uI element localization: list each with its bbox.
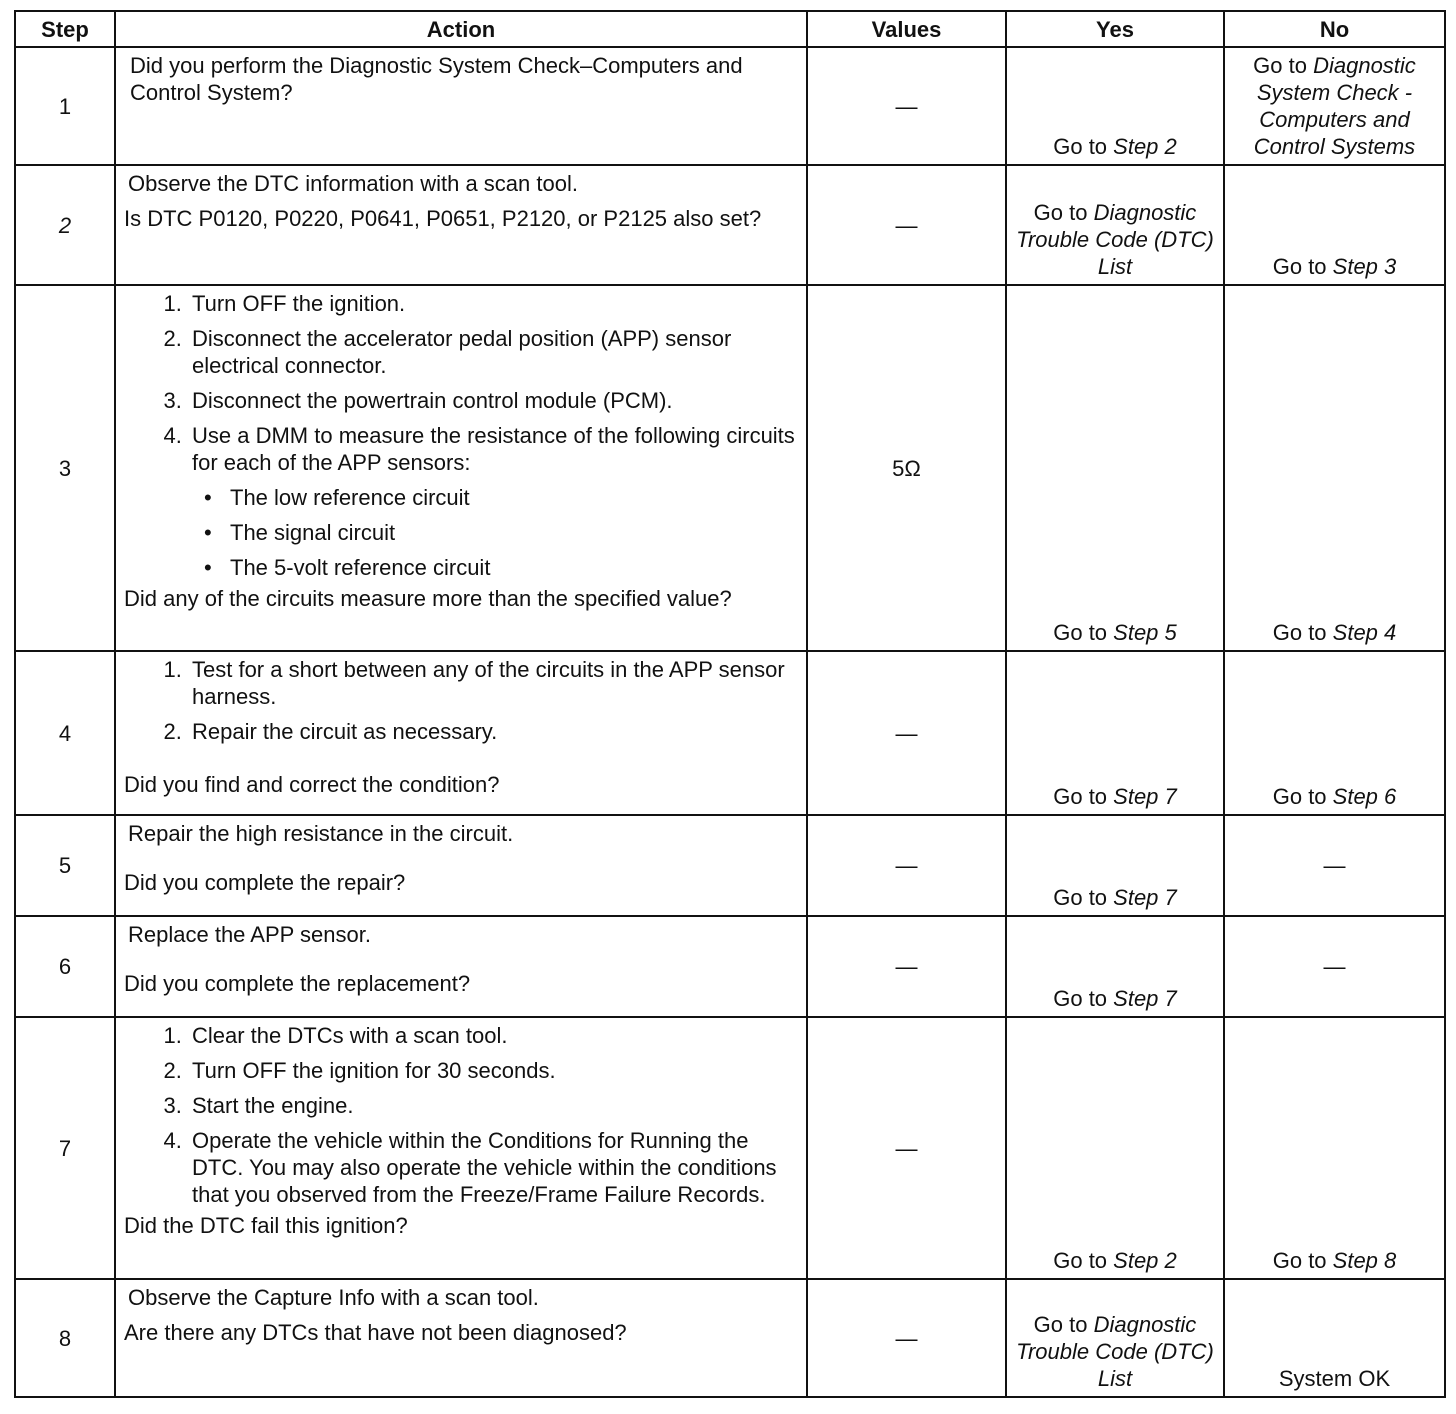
- step-number: 4: [15, 651, 115, 815]
- values-cell: —: [807, 651, 1006, 815]
- header-step: Step: [15, 11, 115, 47]
- yes-step-link[interactable]: Step 2: [1113, 134, 1177, 159]
- action-steps-list: [124, 656, 796, 745]
- action-question: Is DTC P0120, P0220, P0641, P0651, P2120, or P2125 also set?: [124, 206, 762, 231]
- yes-cell: [1006, 815, 1224, 916]
- yes-step-link[interactable]: Step 7: [1113, 986, 1177, 1011]
- list-item: 3. Start the engine.: [188, 1092, 796, 1119]
- action-instruction: Observe the DTC information with a scan tool.: [128, 171, 578, 196]
- table-row-step-7: [15, 1017, 1445, 1279]
- action-question: Did you complete the repair?: [124, 870, 406, 895]
- action-question: Did the DTC fail this ignition?: [124, 1213, 408, 1238]
- no-step-link[interactable]: Step 8: [1332, 1248, 1397, 1273]
- bullet-item: • The low reference circuit: [226, 484, 796, 511]
- action-cell: [115, 916, 807, 1017]
- no-cell: —: [1224, 815, 1445, 916]
- yes-step-link[interactable]: Step 2: [1113, 1248, 1177, 1273]
- yes-dtc-list-link[interactable]: Diagnostic Trouble Code (DTC) List: [1016, 200, 1214, 279]
- header-no: No: [1224, 11, 1445, 47]
- no-step-link[interactable]: Step 3: [1332, 254, 1397, 279]
- list-item: 1. Test for a short between any of the circuits in the APP sensor harness.: [188, 656, 796, 710]
- table-row-step-5: [15, 815, 1445, 916]
- values-cell: —: [807, 1279, 1006, 1397]
- action-cell: [115, 815, 807, 916]
- no-cell: [1224, 165, 1445, 285]
- action-cell: [115, 165, 807, 285]
- yes-cell: [1006, 916, 1224, 1017]
- no-prefix: Go to: [1272, 1248, 1333, 1273]
- no-cell: [1224, 1017, 1445, 1279]
- header-row: [15, 11, 1445, 47]
- values-cell: —: [807, 1017, 1006, 1279]
- list-item: 1. Turn OFF the ignition.: [188, 290, 796, 317]
- no-cell: [1224, 285, 1445, 651]
- action-question: Are there any DTCs that have not been diagnosed?: [124, 1320, 627, 1345]
- table-row-step-3: [15, 285, 1445, 651]
- table-row-step-8: [15, 1279, 1445, 1397]
- diagnostic-table: [14, 10, 1446, 1398]
- table-row-step-6: [15, 916, 1445, 1017]
- step-number: 1: [15, 47, 115, 165]
- circuit-bullet-list: [192, 484, 796, 581]
- yes-cell: [1006, 1279, 1224, 1397]
- yes-step-link[interactable]: Step 5: [1113, 620, 1177, 645]
- list-item-text: Use a DMM to measure the resistance of the following circuits for each of the APP sensors:: [192, 423, 795, 475]
- values-cell: —: [807, 916, 1006, 1017]
- header-values: Values: [807, 11, 1006, 47]
- no-cell: —: [1224, 916, 1445, 1017]
- action-instruction: Repair the high resistance in the circuit.: [128, 821, 514, 846]
- action-cell: [115, 1279, 807, 1397]
- step-number: 2: [15, 165, 115, 285]
- action-cell: [115, 47, 807, 165]
- no-cell: [1224, 651, 1445, 815]
- step-number: 5: [15, 815, 115, 916]
- table-row-step-1: [15, 47, 1445, 165]
- header-yes: Yes: [1006, 11, 1224, 47]
- bullet-item: • The 5-volt reference circuit: [226, 554, 796, 581]
- no-prefix: Go to: [1272, 620, 1333, 645]
- list-item: 3. Disconnect the powertrain control module (PCM).: [188, 387, 796, 414]
- list-item: 1. Clear the DTCs with a scan tool.: [188, 1022, 796, 1049]
- yes-prefix: Go to: [1053, 1248, 1114, 1273]
- no-cell: [1224, 47, 1445, 165]
- no-diagnostic-link[interactable]: Diagnostic System Check - Computers and Control Systems: [1253, 53, 1416, 159]
- action-steps-list: [124, 1022, 796, 1208]
- list-item: 2. Turn OFF the ignition for 30 seconds.: [188, 1057, 796, 1084]
- action-cell: [115, 651, 807, 815]
- values-cell: —: [807, 47, 1006, 165]
- yes-dtc-list-link[interactable]: Diagnostic Trouble Code (DTC) List: [1016, 1312, 1214, 1391]
- yes-prefix: Go to: [1053, 134, 1114, 159]
- yes-cell: [1006, 1017, 1224, 1279]
- no-step-link[interactable]: Step 4: [1332, 620, 1397, 645]
- list-item: 2. Disconnect the accelerator pedal position (APP) sensor electrical connector.: [188, 325, 796, 379]
- bullet-item: • The signal circuit: [226, 519, 796, 546]
- step-number: 6: [15, 916, 115, 1017]
- action-question: Did you perform the Diagnostic System Check–Computers and Control System?: [130, 53, 743, 105]
- yes-cell: [1006, 47, 1224, 165]
- no-step-link[interactable]: Step 6: [1332, 784, 1397, 809]
- no-cell: System OK: [1224, 1279, 1445, 1397]
- list-item: 2. Repair the circuit as necessary.: [188, 718, 796, 745]
- action-instruction: Observe the Capture Info with a scan tool.: [128, 1285, 539, 1310]
- table-row-step-2: [15, 165, 1445, 285]
- yes-cell: [1006, 651, 1224, 815]
- yes-prefix: Go to: [1053, 885, 1114, 910]
- yes-step-link[interactable]: Step 7: [1113, 784, 1177, 809]
- yes-prefix: Go to: [1053, 620, 1114, 645]
- table-row-step-4: [15, 651, 1445, 815]
- no-prefix: Go to: [1272, 784, 1333, 809]
- yes-cell: [1006, 165, 1224, 285]
- action-instruction: Replace the APP sensor.: [128, 922, 371, 947]
- action-cell: [115, 285, 807, 651]
- action-question: Did you complete the replacement?: [124, 971, 471, 996]
- values-cell: —: [807, 165, 1006, 285]
- yes-prefix: Go to: [1053, 784, 1114, 809]
- yes-step-link[interactable]: Step 7: [1113, 885, 1177, 910]
- step-number: 7: [15, 1017, 115, 1279]
- step-number: 8: [15, 1279, 115, 1397]
- action-question: Did any of the circuits measure more than the specified value?: [124, 586, 732, 611]
- values-cell: —: [807, 815, 1006, 916]
- no-prefix: Go to: [1272, 254, 1333, 279]
- action-question: Did you find and correct the condition?: [124, 772, 500, 797]
- action-steps-list: [124, 290, 796, 581]
- values-cell: 5Ω: [807, 285, 1006, 651]
- yes-cell: [1006, 285, 1224, 651]
- yes-prefix: Go to: [1033, 200, 1094, 225]
- action-cell: [115, 1017, 807, 1279]
- yes-prefix: Go to: [1033, 1312, 1094, 1337]
- list-item: [188, 422, 796, 581]
- no-prefix: Go to: [1253, 53, 1314, 78]
- step-number: 3: [15, 285, 115, 651]
- yes-prefix: Go to: [1053, 986, 1114, 1011]
- header-action: Action: [115, 11, 807, 47]
- list-item: 4. Operate the vehicle within the Conditions for Running the DTC. You may also operate the vehicle within the conditions that you observed from the Freeze/Frame Failure Records.: [188, 1127, 796, 1208]
